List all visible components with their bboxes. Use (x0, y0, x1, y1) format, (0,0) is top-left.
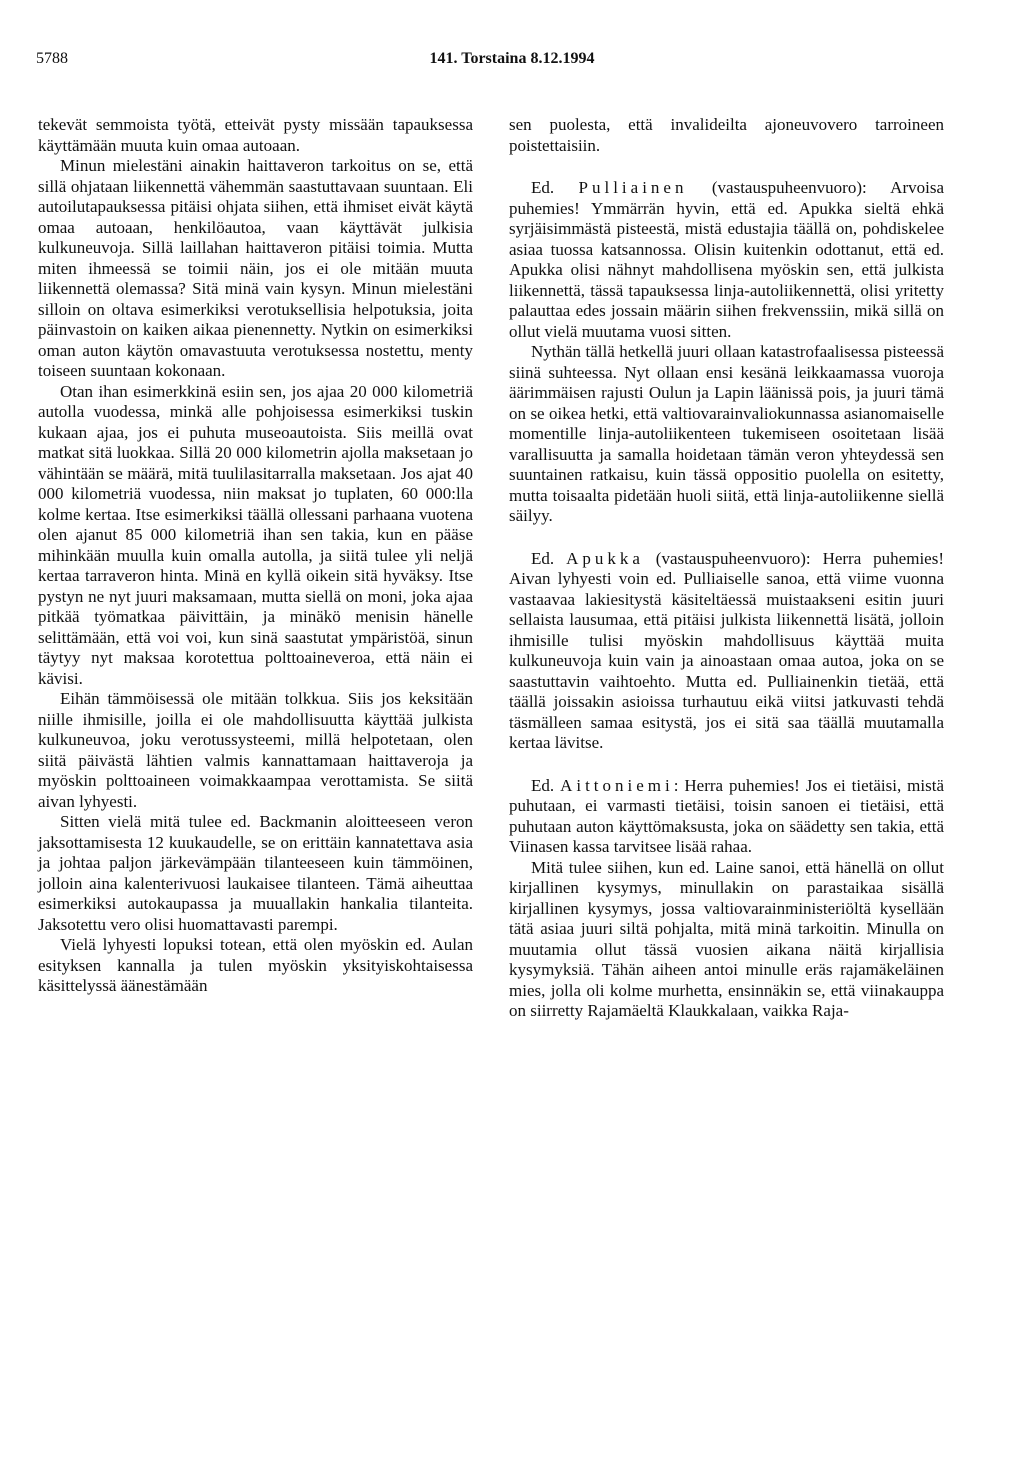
speech-aittoniemi (509, 776, 944, 858)
running-title: 141. Torstaina 8.12.1994 (429, 50, 595, 67)
speech-text: : Herra puhemies! Jos ei tietäisi, mistä puhutaan, ei varmasti tietäisi, toisin sanoen ei tietäisi, että puhutaan auton käyttömaksusta, joka on säädetty sen takia, että Viinasen kassa tarvitsee lisää rahaa. (509, 775, 944, 856)
speech-text: (vastauspuheenvuoro): Herra puhemies! Aivan lyhyesti voin ed. Pulliaiselle sanoa, että viime vuonna vastaavaa lakiesitystä käsiteltäessä muistaakseni esitin juuri sellaista lausumaa, että pitäisi julkista liikennettä lisätä, jolloin ihmisille tulisi myöskin mahdollisuus käyttää muita kulkuneuvoja kuin vain ja ainoastaan omaa autoa, joka on se saastuttavin vaihtoehto. Mutta ed. Pulliainenkin tietää, että täällä joissakin asioissa turhautuu eikä viitsi jatkuvasti tehdä täsmälleen samaa esitystä, jos ei sitä saa täällä muutamalla kertaa lävitse. (509, 548, 944, 752)
right-column (509, 115, 944, 1022)
page-header (36, 50, 988, 74)
paragraph: Vielä lyhyesti lopuksi totean, että olen myöskin ed. Aulan esityksen kannalla ja tulen myöskin yksityiskohtaisessa käsittelyssä äänestämään (38, 935, 473, 995)
speech-apukka (509, 549, 944, 754)
paragraph: Nythän tällä hetkellä juuri ollaan katastrofaalisessa pisteessä siinä suhteessa. Nyt ollaan ensi kesänä leikkaamassa vuoroja äärimmäisen rajusti Oulun ja Lapin läänissä pois, ja juuri tämä on se oikea hetki, että valtiovarainvaliokunnassa asianomaiselle momentille linja-autoliikenteen tukemiseen osoitetaan lisää varallisuutta ja samalla hoidetaan tämän veron yhteydessä sen suuntainen ratkaisu, kuin tässä oppositio puolella on esitetty, mutta toisaalta pidetään huoli siitä, että linja-autoliikenne siellä säilyy. (509, 342, 944, 525)
speaker-name: Apukka (566, 548, 644, 568)
paragraph: Minun mielestäni ainakin haittaveron tarkoitus on se, että sillä ohjataan liikennettä vähemmän saastuttavaan suuntaan. Eli autoilutapauksessa pitäisi ohjata siihen, että ihmiset eivät käytä omaa autoaan, henkilöautoa, vaan käyttävät julkisia kulkuneuvoja. Sillä laillahan haittaveron pitäisi toimia. Mutta miten ihmeessä se toimii näin, jos ei ole mitään muuta liikennettä olemassa? Sitä minä vain kysyn. Minun mielestäni silloin on oltava esimerkiksi verotuksellisia helpotuksia, joita päinvastoin on kaiken aikaa pienennetty. Nytkin on esimerkiksi oman auton käytön omavastuuta verotuksessa nostettu, menty toiseen suuntaan kokonaan. (38, 156, 473, 380)
paragraph: sen puolesta, että invalideilta ajoneuvovero tarroineen poistettaisiin. (509, 115, 944, 155)
speaker-name: Aittoniemi (560, 775, 674, 795)
speech-text: (vastauspuheenvuoro): Arvoisa puhemies! Ymmärrän hyvin, että ed. Apukka sieltä ehkä syrjäisimmästä pisteestä, mistä edustajia täällä on, pohdiskelee asiaa tuossa katsannossa. Olisin kuitenkin odottanut, että ed. Apukka olisi nähnyt mahdollisena myöskin sen, että julkista liikennettä, tässä tapauksessa linja-autoliikennettä, olisi yritetty palauttaa edes jossain määrin siihen frekvenssiin, mikä sillä on ollut vielä muutama vuosi sitten. (509, 178, 944, 341)
paragraph: Otan ihan esimerkkinä esiin sen, jos ajaa 20 000 kilometriä autolla vuodessa, minkä alle pohjoisessa esimerkiksi tuskin kukaan ajaa, jos ei puhuta museoautoista. Siis meillä ovat matkat sitä luokkaa. Sillä 20 000 kilometrin ajolla maksetaan jo vähintään se määrä, mitä tuulilasitarralla maksetaan. Jos ajat 40 000 kilometriä vuodessa, niin maksat jo tuplaten, 60 000:lla kolme kertaa. Itse esimerkiksi täällä ollessani parhaana vuotena olen ajanut 85 000 kilometriä ihan sen takia, kun en pääse mihinkään muulla kuin omalla autolla, ja siitä tulee yli neljä kertaa tarraveron hinta. Minä en kyllä oikein sitä hyväksy. Itse pystyn ne nyt juuri maksamaan, mutta siellä on moni, joka ajaa pitkää työmatkaa päivittäin, ja minäkö menisin hänelle selittämään, että voi voi, kun sinä saastutat ympäristöä, sinun täytyy nyt maksaa korotettua polttoaineveroa, että näin ei kävisi. (38, 381, 473, 688)
page-number: 5788 (36, 50, 68, 67)
paragraph: tekevät semmoista työtä, etteivät pysty missään tapauksessa käyttämään muuta kuin omaa autoaan. (38, 115, 473, 155)
speaker-prefix: Ed. (531, 548, 567, 568)
paragraph: Sitten vielä mitä tulee ed. Backmanin aloitteeseen veron jaksottamisesta 12 kuukaudelle, se on erittäin kannatettava asia ja johtaa paljon järkevämpään tilanteeseen kuin tämmöinen, jolloin aina kalenterivuosi laukaisee tilanteen. Tämä aiheuttaa esimerkiksi autokaupassa ja muuallakin hankalia tilanteita. Jaksotettu vero olisi huomattavasti parempi. (38, 812, 473, 934)
speaker-prefix: Ed. (531, 178, 579, 197)
paragraph: Eihän tämmöisessä ole mitään tolkkua. Siis jos keksitään niille ihmisille, joilla ei ole mahdollisuutta käyttää julkista kulkuneuvoa, joku verotussysteemi, millä helpotetaan, olen siitä päivästä lähtien valmis kannattamaan haittaveroja ja myöskin polttoaineen voimakkaampaa verottamista. Se siitä aivan lyhyesti. (38, 689, 473, 811)
speaker-name: Pulliainen (578, 178, 688, 197)
speaker-prefix: Ed. (531, 775, 561, 795)
paragraph: Mitä tulee siihen, kun ed. Laine sanoi, että hänellä on ollut kirjallinen kysymys, minullakin on parastaikaa sisällä kirjallinen kysymys, jossa valtiovarainministeriöltä kysellään tätä asiaa juuri siltä pohjalta, mitä minä tarkoitin. Minulla on muutamia ollut tässä vuosien aikana näitä kirjallisia kysymyksiä. Tähän aiheen antoi minulle eräs rajamäkeläinen mies, jolla oli kolme murhetta, ensinnäkin se, että viinakauppa on siirretty Rajamäeltä Klaukkalaan, vaikka Raja- (509, 857, 944, 1020)
speech-pulliainen (509, 178, 944, 342)
left-column (38, 115, 473, 997)
